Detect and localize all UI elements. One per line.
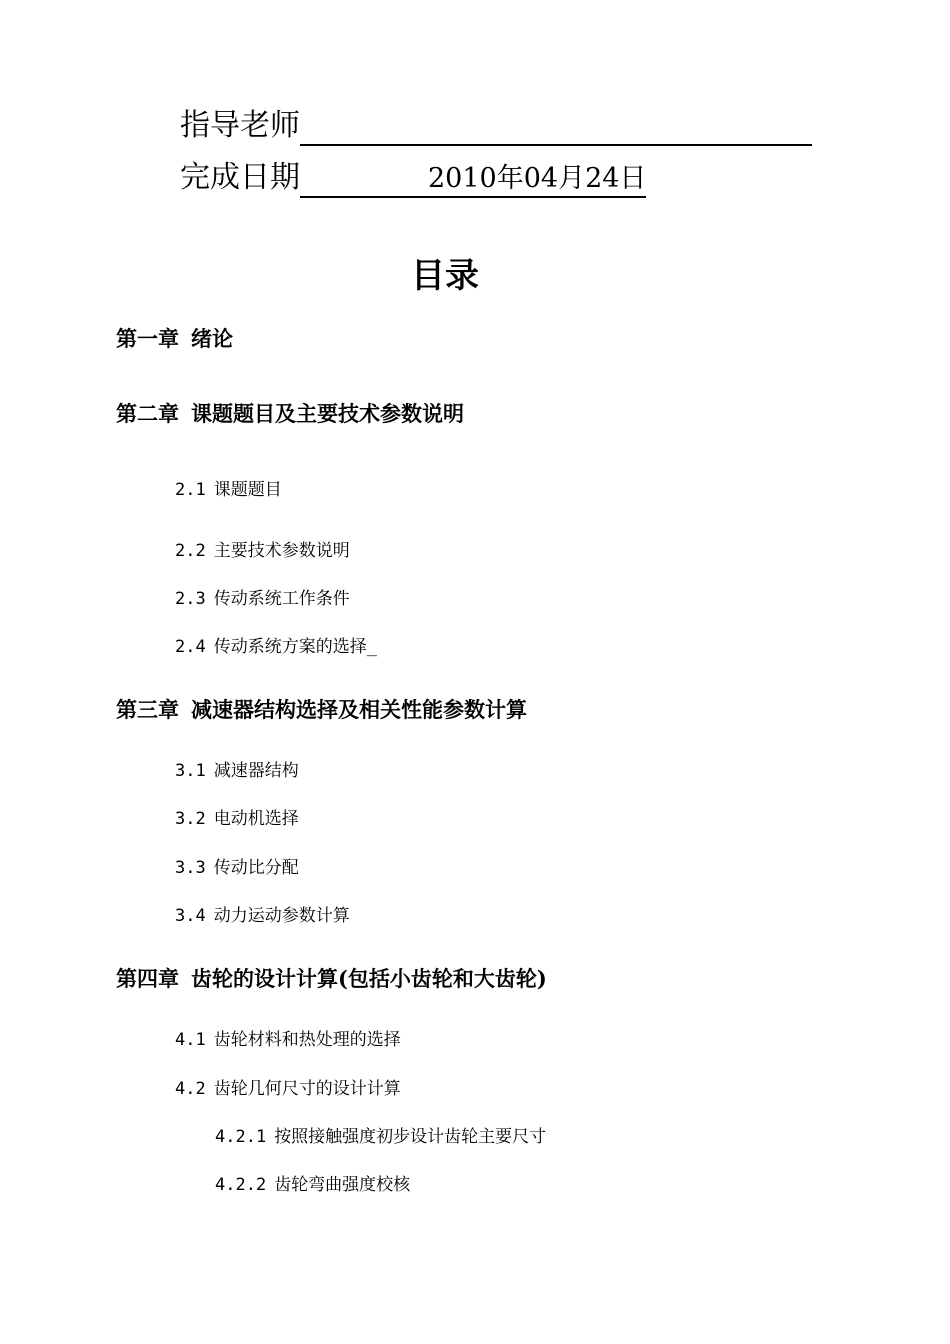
toc-section-2-2[interactable] (175, 538, 350, 564)
toc-section-3-2[interactable] (175, 806, 299, 832)
advisor-label: 指导老师 (180, 108, 300, 143)
chapter-title: 绪论 (191, 326, 233, 351)
section-number: 4.2 (175, 1079, 206, 1099)
date-line (180, 158, 646, 198)
toc-chapter-4[interactable] (116, 964, 547, 994)
section-number: 3.2 (175, 809, 206, 829)
chapter-title: 课题题目及主要技术参数说明 (191, 401, 464, 426)
advisor-blank (300, 112, 812, 146)
section-number: 4.2.1 (215, 1127, 267, 1147)
toc-section-2-4[interactable] (175, 634, 377, 660)
section-title: 主要技术参数说明 (213, 541, 350, 561)
section-title: 齿轮几何尺寸的设计计算 (213, 1079, 401, 1099)
toc-section-3-1[interactable] (175, 758, 299, 784)
chapter-number: 第四章 (116, 966, 179, 991)
advisor-line (180, 106, 812, 146)
date-label: 完成日期 (180, 160, 300, 195)
toc-chapter-3[interactable] (116, 695, 527, 725)
date-value: 2010年04月24日 (300, 162, 646, 198)
section-number: 2.4 (175, 637, 206, 657)
toc-section-3-4[interactable] (175, 903, 350, 929)
chapter-number: 第二章 (116, 401, 179, 426)
section-number: 2.1 (175, 480, 206, 500)
toc-subsection-4-2-1[interactable] (215, 1124, 546, 1150)
section-title: 动力运动参数计算 (213, 906, 350, 926)
toc-section-4-2[interactable] (175, 1076, 401, 1102)
section-number: 4.2.2 (215, 1175, 267, 1195)
toc-subsection-4-2-2[interactable] (215, 1172, 410, 1198)
chapter-title: 齿轮的设计计算(包括小齿轮和大齿轮) (191, 966, 547, 991)
toc-section-2-3[interactable] (175, 586, 350, 612)
section-title: 传动比分配 (213, 858, 299, 878)
section-number: 4.1 (175, 1030, 206, 1050)
section-title: 传动系统方案的选择 (213, 637, 367, 657)
section-title: 齿轮材料和热处理的选择 (213, 1030, 401, 1050)
toc-section-2-1[interactable] (175, 477, 282, 503)
section-number: 2.2 (175, 541, 206, 561)
section-title: 课题题目 (213, 480, 282, 500)
toc-chapter-2[interactable] (116, 399, 464, 429)
chapter-title: 减速器结构选择及相关性能参数计算 (191, 697, 527, 722)
section-number: 3.3 (175, 858, 206, 878)
section-title: 齿轮弯曲强度校核 (274, 1175, 411, 1195)
section-number: 3.4 (175, 906, 206, 926)
toc-chapter-1[interactable] (116, 324, 233, 354)
trailing-underscore: _ (366, 637, 377, 657)
section-title: 减速器结构 (213, 761, 299, 781)
chapter-number: 第三章 (116, 697, 179, 722)
section-title: 传动系统工作条件 (213, 589, 350, 609)
toc-section-3-3[interactable] (175, 855, 299, 881)
chapter-number: 第一章 (116, 326, 179, 351)
toc-section-4-1[interactable] (175, 1027, 401, 1053)
section-title: 按照接触强度初步设计齿轮主要尺寸 (274, 1127, 547, 1147)
section-number: 2.3 (175, 589, 206, 609)
section-title: 电动机选择 (213, 809, 299, 829)
toc-title: 目录 (411, 256, 479, 296)
section-number: 3.1 (175, 761, 206, 781)
